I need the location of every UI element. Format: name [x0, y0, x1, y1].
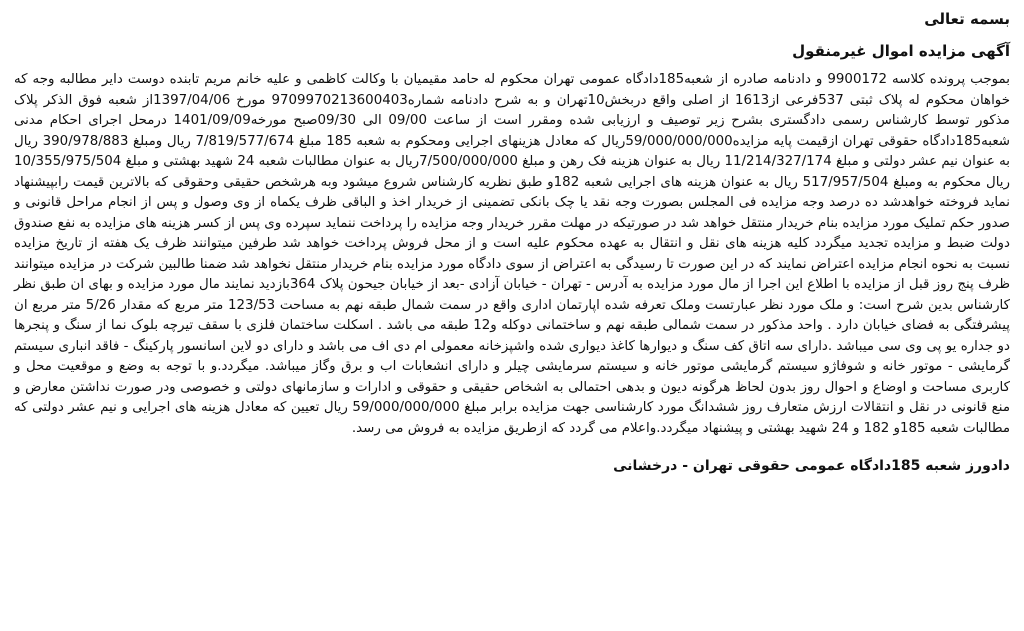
notice-signature: دادورز شعبه 185دادگاه عمومی حقوقی تهران - درخشانی [613, 458, 1010, 474]
notice-title: آگهی مزایده اموال غیرمنقول [792, 42, 1010, 60]
notice-body: بموجب پرونده کلاسه 9900172 و دادنامه صادره از شعبه185دادگاه عمومی تهران محکوم له حامد مقیمیان با وکالت کاظمی و علیه خانم مریم تابنده دوست دایر مطالبه وجه که خواهان محکوم له پلاک ثبتی 537فرعی از1613 از اصلی واقع دربخش10تهران و به شرح دادنامه شماره9709970213600403 مورخ 1397/04/06از شعبه فوق الذکر پلاک مذکور توسط کارشناس رسمی دادگستری بشرح زیر توصیف و ارزیابی شده ومقرر است از ساعت 09/00 الی 09/30صبح مورخه1401/09/09 درمحل اجرای احکام مدنی شعبه185دادگاه حقوقی تهران ازقیمت پایه مزایده59/000/000/000ریال که معادل هزینهای اجرایی ومحکوم به شعبه 185 مبلغ 7/819/577/674 ریال ومبلغ 390/978/883 ریال به عنوان نیم عشر دولتی و مبلغ 11/214/327/174 ریال به عنوان هزینه فک رهن و مبلغ 7/500/000/000ریال به عنوان مطالبات شعبه 24 شهید بهشتی و مبلغ 10/355/975/504 ریال محکوم به ومبلغ 517/957/504 ریال به عنوان هزینه های اجرایی شعبه 182و طبق نظریه کارشناس شروع میشود وبه هرشخص حقیقی وحقوقی که بالاترین قیمت رابپیشنهاد نماید فروخته خواهدشد ده درصد وجه مزایده فی المجلس بصورت وجه نقد یا چک بانکی تضمینی از خریدار اخذ و الباقی ظرف یکماه از وی وصول و پس از انجام مراحل قانونی و صدور حکم تملیک مورد مزایده بنام خریدار منتقل خواهد شد در صورتیکه در مهلت مقرر خریدار وجه مزایده را پرداخت ننماید سپرده وی پس از کسر هزینه های مزایده به نفع صندوق دولت ضبط و مزایده تجدید میگردد کلیه هزینه های نقل و انتقال به عهده محکوم علیه است و از محل فروش پرداخت خواهد شد طرفین میتوانند ظرف یک هفته از تاریخ مزایده نسبت به نحوه انجام مزایده اعتراض نمایند که در این صورت تا رسیدگی به اعتراض از سوی دادگاه مورد مزایده بنام خریدار منتقل نخواهد شد ضمنا طالبین شرکت در مزایده میتوانند ظرف پنج روز قبل از مزایده با اطلاع این اجرا از مال مورد مزایده به آدرس - تهران - خیابان آزادی -بعد از خیابان جیحون پلاک 364بازدید نمایند مال مورد مزایده و بهای ان طبق نظر کارشناس بدین شرح است: و ملک مورد نظر عبارتست وملک تعرفه شده اپارتمان اداری واقع در سمت شمال طبقه نهم به مساحت 123/53 متر مربع که مقدار 5/26 متر مربع ان پیشرفتگی به فضای خیابان دارد . واحد مذکور در سمت شمالی طبقه نهم و ساختمانی دوکله و12 طبقه می باشد . اسکلت ساختمان فلزی با سقف تیرچه بلوک نما از سنگ و پنجرها دو جداره یو پی وی سی میباشد .دارای سه اتاق کف سنگ و دیوارها کاغذ دیواری شده واشپزخانه معمولی ام دی اف می باشد و دارای دو لاین اسانسور پارکینگ - فاقد انباری سیستم گرمایشی - موتور خانه و شوفاژو سیستم گرمایشی موتور خانه و سیستم سرمایشی چیلر و دارای انشعابات اب و برق وگاز میباشد. میگردد.و با توجه به وضع و موقعیت محل و کاربری مساحت و اوضاع و احوال روز بدون لحاظ هرگونه دیون و بدهی احتمالی به اشخاص حقیقی و حقوقی و ادارات و سازمانهای دولتی و خصوصی ودر صورت نداشتن معارض و منع قانونی در نقل و انتقالات ارزش متعارف روز ششدانگ مورد کارشناسی جهت مزایده برابر مبلغ 59/000/000/000 ریال تعیین که معادل هزینه های اجرایی و نیم عشر دولتی که مطالبات شعبه 185و 182 و 24 شهید بهشتی و پیشنهاد میگردد.واعلام می گردد که ازطریق مزایده به فروش می رسد. [14, 72, 1011, 436]
heading-bismillah: بسمه تعالی [924, 10, 1010, 28]
